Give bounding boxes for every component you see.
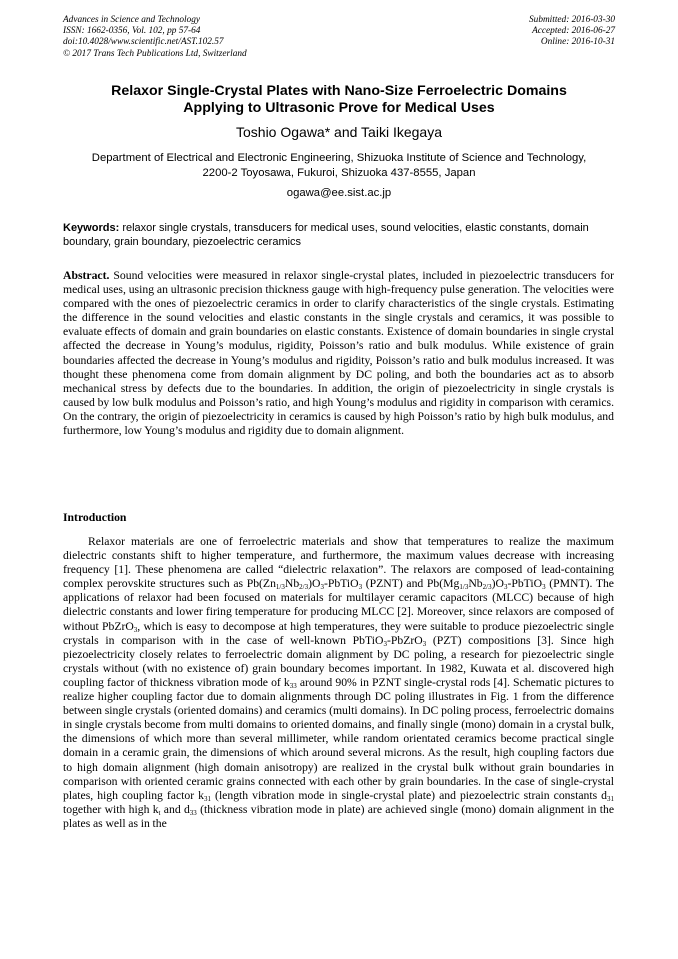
paper-title [40, 83, 638, 117]
issn-line: ISSN: 1662-0356, Vol. 102, pp 57-64 [63, 26, 201, 37]
abstract-text: Sound velocities were measured in relaxor single-crystal plates, included in piezoelectric transducers for medical uses, using an ultrasonic precision thickness gauge with high-frequency pulse generation. The velocities were compared with the ones of piezoelectric ceramics in order to clarify characteristics of the single crystals. Estimating the difference in the sound velocities and elastic constants in the single crystals and ceramics, it was possible to evaluate effects of domain and grain boundaries on elastic constants. Existence of domain boundaries in single crystal affected the decrease in Young’s modulus, rigidity, Poisson’s ratio and bulk modulus. While existence of grain boundaries affected the decrease in Young’s modulus and rigidity, Poisson’s ratio and bulk modulus increased. It was thought these phenomena come from domain alignment by DC poling, and both the boundaries act as to absorb mechanical stress by defects due to the boundaries. In addition, the origin of piezoelectricity in single crystals is caused by low bulk modulus and Poisson’s ratio, and high Young’s modulus and rigidity in comparison with ceramics. On the contrary, the origin of piezoelectricity in ceramics is caused by high Poisson’s ratio by high bulk modulus, and furthermore, low Young’s modulus and rigidity due to domain alignment. [63, 269, 614, 438]
authors: Toshio Ogawa* and Taiki Ikegaya [236, 124, 442, 140]
keywords-label: Keywords: [63, 222, 120, 234]
doi-line: doi:10.4028/www.scientific.net/AST.102.57 [63, 37, 224, 48]
title-line-1: Relaxor Single-Crystal Plates with Nano-Size Ferroelectric Domains [111, 83, 567, 99]
title-line-2: Applying to Ultrasonic Prove for Medical Uses [183, 100, 495, 116]
accepted-date: Accepted: 2016-06-27 [532, 26, 615, 37]
section-heading-introduction: Introduction [63, 511, 127, 524]
affiliation-line-2: 2200-2 Toyosawa, Fukuroi, Shizuoka 437-8555, Japan [202, 167, 476, 179]
keywords [63, 221, 618, 249]
submitted-date: Submitted: 2016-03-30 [529, 15, 615, 25]
keywords-text: relaxor single crystals, transducers for medical uses, sound velocities, elastic constants, domain boundary, grain boundary, piezoelectric ceramics [63, 222, 589, 248]
online-date: Online: 2016-10-31 [540, 37, 615, 48]
affiliation [40, 151, 638, 181]
journal-name: Advances in Science and Technology [63, 15, 201, 25]
introduction-paragraph: Relaxor materials are one of ferroelectric materials and show that temperatures to realize the maximum dielectric constants shift to higher temperature, and furthermore, the maximum values decrease with increasing frequency [1]. These phenomena are called “dielectric relaxation”. The relaxors are composed of lead-containing complex perovskite structures such as $Pb(Zn_{1/3}Nb_{2/3})O_3-PbTiO_3$ (PZNT) and $Pb(Mg_{1/3}Nb_{2/3})O_3-PbTiO_3$ (PMNT). The applications of relaxor had been focused on materials for multilayer ceramic capacitors (MLCC) because of high dielectric constants and lower firing temperature for producing MLCC [2]. Moreover, since relaxors are composed of without PbZrO$_3$, which is easy to decompose at high temperatures, they were suitable to produce piezoelectric single crystals in comparison with in the case of well-known PbTiO$_3$-PbZrO$_3$ (PZT) compositions [3]. Since high piezoelectricity closely relates to ferroelectric domain alignment by DC poling, a research for piezoelectric single crystals without (with no existence of) grain boundary becomes important. In 1982, Kuwata et al. discovered high coupling factor of thickness vibration mode of $k_{33}$ around 90% in PZNT single-crystal rods [4]. Schematic pictures to realize higher coupling factor due to domain alignments through DC poling illustrates in Fig. 1 from the difference between single crystals (oriented domains) and ceramics (multi domains). In DC poling process, ferroelectric domains in single crystals become from multi domains to oriented domains, and finally single (mono) domain in a crystal bulk, the dimensions of which more than several millimeter, while random orientated ceramics become practical single domain in a ceramic grain, the dimensions of which around several microns. As the result, high coupling factors due to high domain alignment (high domain anisotropy) are realized in the crystal bulk without grain boundaries in comparison with oriented ceramic grains connected with each other by grain boundaries. In the case of single-crystal plates, high coupling factor $k_{31}$ (length vibration mode in single-crystal plate) and piezoelectric strain constants $d_{31}$ together with high $k_t$ and $d_{33}$ (thickness vibration mode in plate) are achieved single (mono) domain alignment in the plates as well as in the [63, 535, 615, 830]
journal-info [63, 15, 247, 60]
abstract-label: Abstract. [63, 269, 110, 282]
submission-dates [529, 15, 615, 49]
copyright-line: © 2017 Trans Tech Publications Ltd, Switzerland [63, 48, 247, 59]
author-email: ogawa@ee.sist.ac.jp [286, 187, 392, 199]
abstract [63, 269, 614, 438]
affiliation-line-1: Department of Electrical and Electronic Engineering, Shizuoka Institute of Science and Technology, [91, 152, 587, 164]
